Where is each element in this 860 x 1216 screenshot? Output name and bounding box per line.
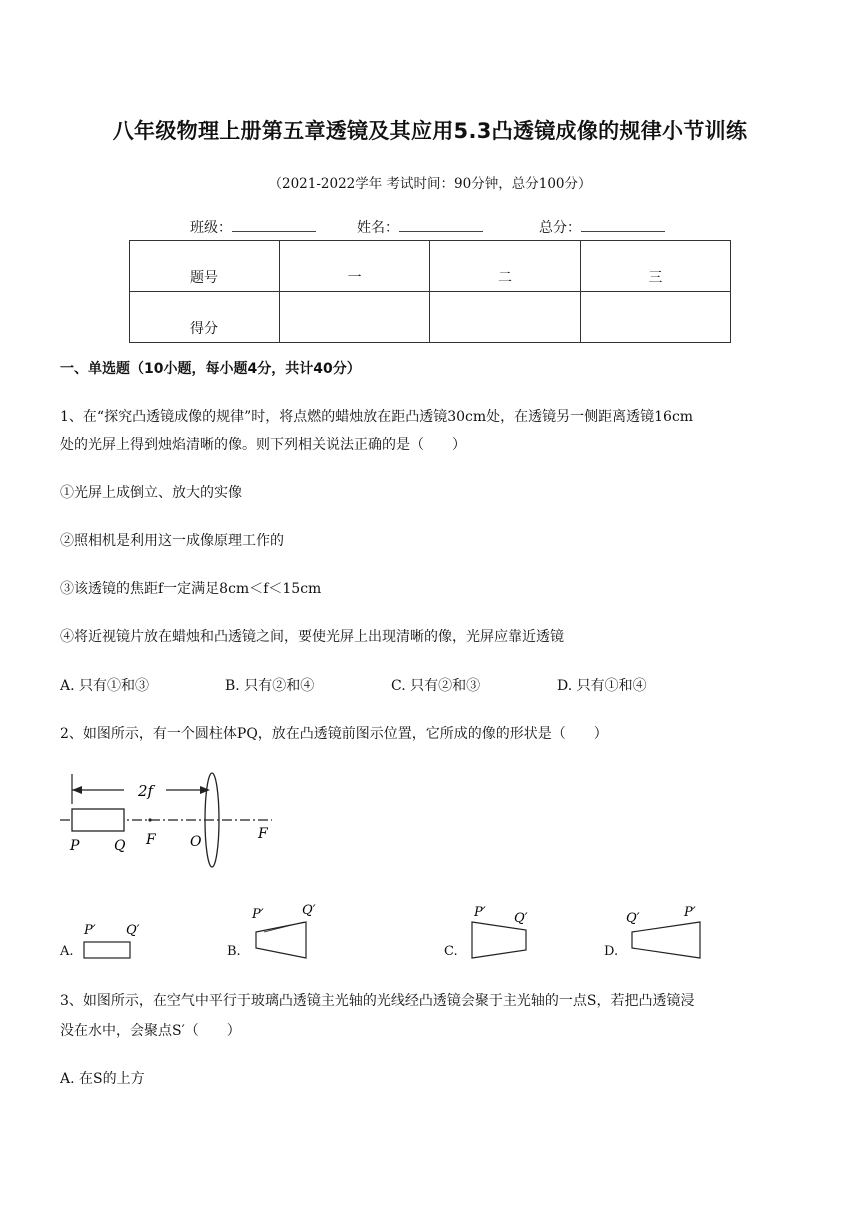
q1-option-b[interactable]: B. 只有②和④ [225,678,315,694]
label-p: P [70,838,80,854]
q1-option-c[interactable]: C. 只有②和③ [391,678,481,694]
score-table-row-score [130,292,731,343]
score-cell-1[interactable] [280,292,430,343]
score-cell-3[interactable] [580,292,730,343]
class-label: 班级： [190,220,232,236]
total-label: 总分： [539,220,581,236]
q2-stem: 2、如图所示，有一个圆柱体PQ，放在凸透镜前图示位置，它所成的像的形状是（ ） [60,726,608,742]
a-image-rect [84,942,130,958]
section-heading: 一、单选题（10小题，每小题4分，共计40分） [60,361,361,377]
b-p-prime: P′ [252,907,264,922]
two-f-arrowhead-left [72,786,82,794]
column-2: 二 [430,241,580,292]
q2-option-b-label[interactable]: B. [227,944,241,959]
label-f-right: F [258,826,268,842]
label-q: Q [114,838,126,854]
two-f-label: 2f [138,782,154,800]
q1-statement-2: ②照相机是利用这一成像原理工作的 [60,533,284,549]
c-q-prime: Q′ [514,911,528,926]
page-title: 八年级物理上册第五章透镜及其应用5.3凸透镜成像的规律小节训练 [112,119,748,143]
name-blank[interactable] [399,217,483,232]
b-q-prime: Q′ [302,903,316,918]
q1-statement-3: ③该透镜的焦距f一定满足8cm＜f＜15cm [60,581,322,597]
q1-stem-line2: 处的光屏上得到烛焰清晰的像。则下列相关说法正确的是（ ） [60,437,466,453]
score-table-row-number [130,241,731,292]
row-header-number: 题号 [130,241,280,292]
label-o: O [190,834,202,850]
b-pointer [264,922,304,932]
q1-statement-1: ①光屏上成倒立、放大的实像 [60,485,242,501]
q3-stem-line1: 3、如图所示，在空气中平行于玻璃凸透镜主光轴的光线经凸透镜会聚于主光轴的一点S，若把凸透镜浸 [60,993,695,1009]
q1-option-a[interactable]: A. 只有①和③ [60,678,150,694]
name-field[interactable] [357,217,483,237]
c-p-prime: P′ [474,905,486,920]
c-image-trapezoid [472,922,526,958]
q2-option-d-figure[interactable] [624,902,714,962]
two-f-arrowhead-right [200,786,210,794]
score-cell-2[interactable] [430,292,580,343]
focal-point-left [148,818,151,821]
row-header-score: 得分 [130,292,280,343]
exam-subtitle: （2021-2022学年 考试时间：90分钟，总分100分） [268,176,592,192]
q1-stem-line1: 1、在“探究凸透镜成像的规律”时，将点燃的蜡烛放在距凸透镜30cm处，在透镜另一侧距离透镜16cm [60,409,694,425]
score-table [129,240,731,343]
q2-option-d-label[interactable]: D. [604,944,619,959]
column-3: 三 [580,241,730,292]
d-p-prime: P′ [684,905,696,920]
d-q-prime: Q′ [626,911,640,926]
total-blank[interactable] [581,217,665,232]
a-p-prime: P′ [84,923,96,938]
q1-option-d[interactable]: D. 只有①和④ [557,678,647,694]
q2-option-b-figure[interactable] [250,902,330,962]
q2-option-a-label[interactable]: A. [60,944,74,959]
label-f-left: F [146,832,156,848]
q2-option-c-figure[interactable] [466,902,546,962]
d-image-trapezoid [632,922,700,958]
class-blank[interactable] [232,217,316,232]
total-field[interactable] [539,217,665,237]
cylinder-pq [72,809,124,831]
q3-option-a[interactable]: A. 在S的上方 [60,1071,145,1087]
name-label: 姓名： [357,220,399,236]
a-q-prime: Q′ [126,923,140,938]
q2-option-c-label[interactable]: C. [444,944,458,959]
q1-statement-4: ④将近视镜片放在蜡烛和凸透镜之间，要使光屏上出现清晰的像，光屏应靠近透镜 [60,629,564,645]
column-1: 一 [280,241,430,292]
q3-stem-line2: 没在水中，会聚点S′（ ） [60,1023,241,1039]
q2-option-a-figure[interactable] [80,918,150,962]
lens-diagram [58,768,280,872]
class-field[interactable] [190,217,316,237]
